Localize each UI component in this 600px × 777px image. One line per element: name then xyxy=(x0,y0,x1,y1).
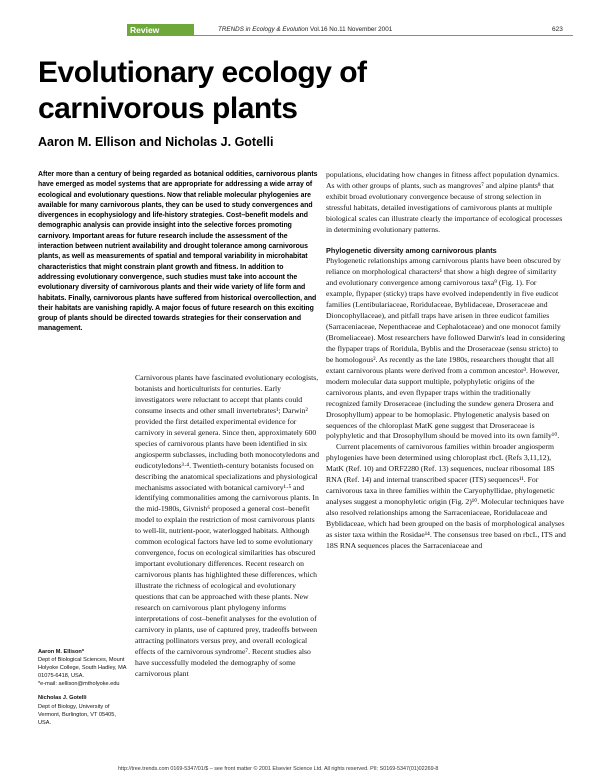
affiliation-block xyxy=(38,694,128,726)
affiliation-block xyxy=(38,648,128,688)
page-number: 623 xyxy=(552,26,563,33)
affiliation-address: Dept of Biological Sciences, Mount Holyoke College, South Hadley, MA 01075-6418, USA. xyxy=(38,657,127,680)
body-column-1: Carnivorous plants have fascinated evolutionary ecologists, botanists and horticulturists for centuries. Early investigators were reluctant to accept that plants could consume insects and other small invertebrates¹; Darwin² provided the first detailed experimental evidence for carnivory in several genera. Since then, approximately 600 species of carnivorous plants have been identified in six angiosperm subclasses, including both monocotyledons and eudicotyledons³·⁴. Twentieth-century botanists focused on describing the anatomical specializations and physiological mechanisms associated with botanical carnivory¹·⁵ and identifying commonalities among the carnivorous plants. In the mid-1980s, Givnish⁶ proposed a general cost–benefit model to explain the restriction of most carnivorous plants to well-lit, nutrient-poor, waterlogged habitats. Although common ecological factors have led to some evolutionary convergence, focus on ecological similarities has obscured important evolutionary differences. Recent research on carnivorous plants has highlighted these differences, which illustrate the richness of ecological and evolutionary questions that can be approached with these plants. New research on carnivorous plant phylogeny informs interpretations of cost–benefit analyses for the evolution of carnivory in plants, use of captured prey, tradeoffs between attracting pollinators versus prey, and overall ecological effects of the carnivorous syndrome⁷. Recent studies also have successfully modeled the demography of some carnivorous plant xyxy=(135,373,320,678)
journal-info xyxy=(218,26,392,33)
article-title: Evolutionary ecology of carnivorous plants xyxy=(38,56,367,125)
journal-issue: Vol.16 No.11 November 2001 xyxy=(310,26,393,33)
affiliation-name: Nicholas J. Gotelli xyxy=(38,695,87,702)
journal-name: TRENDS in Ecology & Evolution xyxy=(218,26,309,33)
affiliation-address: Dept of Biology, University of Vermont, Burlington, VT 05405, USA. xyxy=(38,703,116,726)
abstract: After more than a century of being regarded as botanical oddities, carnivorous plants have emerged as model systems that are appropriate for addressing a wide array of ecological and evolutionary questions. Now that reliable molecular phylogenies are available for many carnivorous plants, they can be used to study convergences and divergences in ecophysiology and life-history strategies. Cost–benefit models and demographic analysis can provide insight into the selective forces promoting carnivory. Important areas for future research include the assessment of the interaction between nutrient availability and drought tolerance among carnivorous plants, as well as measurements of spatial and temporal variability in microhabitat characteristics that might constrain plant growth and fitness. In addition to addressing evolutionary convergence, such studies must take into account the evolutionary diversity of carnivorous plants and their wide variety of life form and habitats. Finally, carnivorous plants have suffered from historical overcollection, and their habitats are vanishing rapidly. A major focus of future research on this exciting group of plants should be directed towards strategies for their conservation and management. xyxy=(38,171,318,333)
section-heading: Phylogenetic diversity among carnivorous plants xyxy=(326,245,497,255)
section-tab: Review xyxy=(127,24,194,36)
body-column-2 xyxy=(326,170,566,552)
affiliations xyxy=(38,648,128,733)
body-paragraph: Current placements of carnivorous families within broader angiosperm phylogenies have been determined using chloroplast rbcL (Refs 3,11,12), MatK (Ref. 10) and ORF2280 (Ref. 13) sequences, nuclear ribosomal 18S RNA (Ref. 14) and internal transcribed spacer (ITS) sequences¹¹. For carnivorous taxa in three families within the Caryophyllidae, phylogenetic analyses suggest a monophyletic origin (Fig. 2)¹⁰. Molecular techniques have also resolved relationships among the Sarraceniaceae, Roridulaceae and Byblidaceae, which had been grouped on the basis of morphological analyses as sister taxa within the Rosidae¹⁴. The consensus tree based on rbcL, ITS and 18S RNA sequences places the Sarraceniaceae and xyxy=(326,442,566,550)
header-rule xyxy=(194,35,573,36)
page-footer: http://tree.trends.com 0169-5347/01/$ – see front matter © 2001 Elsevier Science Ltd. All rights reserved. PII: S0169-5347(01)02269-8 xyxy=(118,766,439,772)
body-paragraph: Phylogenetic relationships among carnivorous plants have been obscured by reliance on morphological characters¹ that show a high degree of similarity and evolutionary convergence among carnivorous taxa⁹ (Fig. 1). For example, flypaper (sticky) traps have evolved independently in five eudicot families (Lentibulariaceae, Roridulaceae, Byblidaceae, Droseraceae and Dioncophyllaceae), and pitfall traps have arisen in three eudicot families (Sarraceniaceae, Nepenthaceae and Cephalotaceae) and one monocot family (Bromeliaceae). Most researchers have followed Darwin's lead in considering the flypaper traps of Roridula, Byblis and the Droseraceae (sensu stricto) to be homologous². As recently as the late 1980s, researchers thought that all extant carnivorous plants were derived from a common ancestor³. However, modern molecular data support multiple, polyphyletic origins of the carnivorous plants, and even flypaper traps within the traditionally recognized family Droseraceae (including the sundew genera Drosera and Drosophyllum) appear to be homoplasic. Phylogenetic analysis based on sequences of the chloroplast MatK gene suggest that Droseraceae is polyphyletic and that Drosophyllum should be moved into its own family¹⁰. xyxy=(326,256,565,441)
affiliation-email[interactable]: *e-mail: aellison@mtholyoke.edu xyxy=(38,681,120,688)
affiliation-name: Aaron M. Ellison* xyxy=(38,649,84,655)
body-paragraph: populations, elucidating how changes in fitness affect population dynamics. As with other groups of plants, such as mangroves⁷ and alpine plants⁸ that exhibit broad evolutionary convergence because of strong selection in stressful habitats, detailed investigations of carnivorous plants at multiple biological scales can illustrate clearly the importance of ecological processes in determining evolutionary patterns. xyxy=(326,170,563,234)
article-authors: Aaron M. Ellison and Nicholas J. Gotelli xyxy=(38,135,274,149)
